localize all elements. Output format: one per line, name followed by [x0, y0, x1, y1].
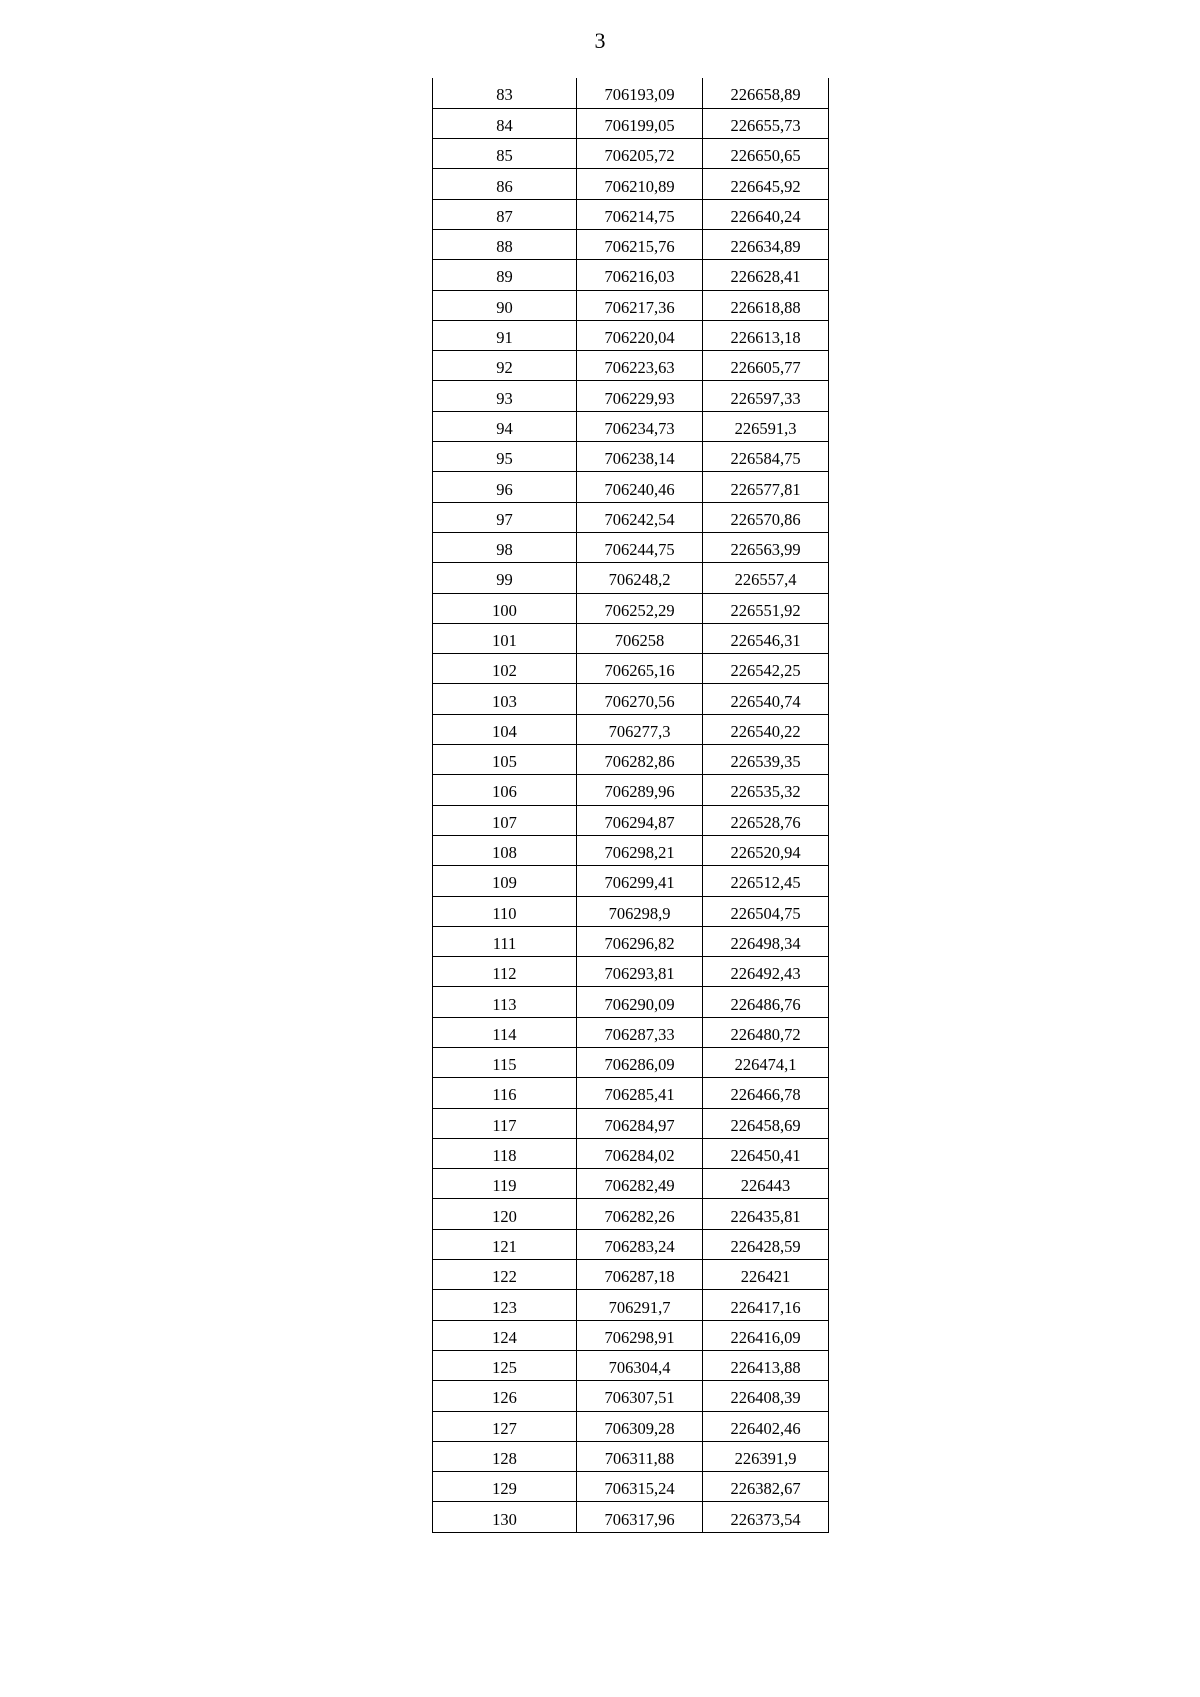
- y-coordinate-cell: 226391,9: [703, 1441, 829, 1471]
- y-coordinate-cell: 226402,46: [703, 1411, 829, 1441]
- table-row: [433, 957, 829, 987]
- point-number-cell: 89: [433, 260, 577, 290]
- point-number-cell: 102: [433, 654, 577, 684]
- x-coordinate-cell: 706283,24: [577, 1229, 703, 1259]
- point-number-cell: 118: [433, 1138, 577, 1168]
- y-coordinate-cell: 226498,34: [703, 926, 829, 956]
- y-coordinate-cell: 226605,77: [703, 351, 829, 381]
- x-coordinate-cell: 706304,4: [577, 1350, 703, 1380]
- coordinates-table-body: [433, 78, 829, 1532]
- y-coordinate-cell: 226650,65: [703, 139, 829, 169]
- table-row: [433, 1138, 829, 1168]
- x-coordinate-cell: 706293,81: [577, 957, 703, 987]
- point-number-cell: 88: [433, 229, 577, 259]
- point-number-cell: 114: [433, 1017, 577, 1047]
- point-number-cell: 106: [433, 775, 577, 805]
- x-coordinate-cell: 706311,88: [577, 1441, 703, 1471]
- y-coordinate-cell: 226628,41: [703, 260, 829, 290]
- x-coordinate-cell: 706205,72: [577, 139, 703, 169]
- x-coordinate-cell: 706229,93: [577, 381, 703, 411]
- y-coordinate-cell: 226408,39: [703, 1381, 829, 1411]
- y-coordinate-cell: 226417,16: [703, 1290, 829, 1320]
- point-number-cell: 99: [433, 563, 577, 593]
- table-row: [433, 684, 829, 714]
- y-coordinate-cell: 226382,67: [703, 1472, 829, 1502]
- x-coordinate-cell: 706223,63: [577, 351, 703, 381]
- table-row: [433, 835, 829, 865]
- x-coordinate-cell: 706286,09: [577, 1048, 703, 1078]
- point-number-cell: 94: [433, 411, 577, 441]
- point-number-cell: 126: [433, 1381, 577, 1411]
- x-coordinate-cell: 706282,49: [577, 1169, 703, 1199]
- table-row: [433, 139, 829, 169]
- table-row: [433, 1108, 829, 1138]
- table-row: [433, 654, 829, 684]
- x-coordinate-cell: 706277,3: [577, 714, 703, 744]
- point-number-cell: 108: [433, 835, 577, 865]
- point-number-cell: 100: [433, 593, 577, 623]
- table-row: [433, 78, 829, 108]
- table-row: [433, 1350, 829, 1380]
- x-coordinate-cell: 706307,51: [577, 1381, 703, 1411]
- table-row: [433, 866, 829, 896]
- y-coordinate-cell: 226584,75: [703, 442, 829, 472]
- point-number-cell: 113: [433, 987, 577, 1017]
- point-number-cell: 125: [433, 1350, 577, 1380]
- table-row: [433, 926, 829, 956]
- x-coordinate-cell: 706298,91: [577, 1320, 703, 1350]
- y-coordinate-cell: 226658,89: [703, 78, 829, 108]
- point-number-cell: 85: [433, 139, 577, 169]
- point-number-cell: 84: [433, 108, 577, 138]
- point-number-cell: 127: [433, 1411, 577, 1441]
- x-coordinate-cell: 706291,7: [577, 1290, 703, 1320]
- x-coordinate-cell: 706265,16: [577, 654, 703, 684]
- table-row: [433, 896, 829, 926]
- point-number-cell: 120: [433, 1199, 577, 1229]
- x-coordinate-cell: 706290,09: [577, 987, 703, 1017]
- point-number-cell: 103: [433, 684, 577, 714]
- y-coordinate-cell: 226618,88: [703, 290, 829, 320]
- y-coordinate-cell: 226535,32: [703, 775, 829, 805]
- table-row: [433, 1502, 829, 1532]
- table-row: [433, 623, 829, 653]
- point-number-cell: 130: [433, 1502, 577, 1532]
- coordinates-table: [432, 78, 829, 1533]
- x-coordinate-cell: 706242,54: [577, 502, 703, 532]
- y-coordinate-cell: 226540,74: [703, 684, 829, 714]
- x-coordinate-cell: 706282,26: [577, 1199, 703, 1229]
- table-row: [433, 199, 829, 229]
- x-coordinate-cell: 706298,21: [577, 835, 703, 865]
- point-number-cell: 83: [433, 78, 577, 108]
- x-coordinate-cell: 706294,87: [577, 805, 703, 835]
- x-coordinate-cell: 706287,18: [577, 1260, 703, 1290]
- table-row: [433, 775, 829, 805]
- table-row: [433, 108, 829, 138]
- y-coordinate-cell: 226546,31: [703, 623, 829, 653]
- table-row: [433, 381, 829, 411]
- point-number-cell: 107: [433, 805, 577, 835]
- x-coordinate-cell: 706199,05: [577, 108, 703, 138]
- table-row: [433, 714, 829, 744]
- x-coordinate-cell: 706220,04: [577, 320, 703, 350]
- x-coordinate-cell: 706234,73: [577, 411, 703, 441]
- y-coordinate-cell: 226480,72: [703, 1017, 829, 1047]
- x-coordinate-cell: 706299,41: [577, 866, 703, 896]
- y-coordinate-cell: 226492,43: [703, 957, 829, 987]
- x-coordinate-cell: 706317,96: [577, 1502, 703, 1532]
- point-number-cell: 101: [433, 623, 577, 653]
- page-number: 3: [594, 28, 606, 53]
- x-coordinate-cell: 706217,36: [577, 290, 703, 320]
- x-coordinate-cell: 706214,75: [577, 199, 703, 229]
- point-number-cell: 90: [433, 290, 577, 320]
- point-number-cell: 116: [433, 1078, 577, 1108]
- point-number-cell: 92: [433, 351, 577, 381]
- table-row: [433, 1472, 829, 1502]
- point-number-cell: 110: [433, 896, 577, 926]
- point-number-cell: 86: [433, 169, 577, 199]
- point-number-cell: 121: [433, 1229, 577, 1259]
- y-coordinate-cell: 226512,45: [703, 866, 829, 896]
- y-coordinate-cell: 226528,76: [703, 805, 829, 835]
- point-number-cell: 128: [433, 1441, 577, 1471]
- point-number-cell: 97: [433, 502, 577, 532]
- y-coordinate-cell: 226551,92: [703, 593, 829, 623]
- point-number-cell: 119: [433, 1169, 577, 1199]
- x-coordinate-cell: 706244,75: [577, 532, 703, 562]
- y-coordinate-cell: 226466,78: [703, 1078, 829, 1108]
- table-row: [433, 320, 829, 350]
- table-row: [433, 472, 829, 502]
- y-coordinate-cell: 226640,24: [703, 199, 829, 229]
- point-number-cell: 104: [433, 714, 577, 744]
- x-coordinate-cell: 706215,76: [577, 229, 703, 259]
- point-number-cell: 87: [433, 199, 577, 229]
- x-coordinate-cell: 706238,14: [577, 442, 703, 472]
- point-number-cell: 112: [433, 957, 577, 987]
- y-coordinate-cell: 226570,86: [703, 502, 829, 532]
- table-row: [433, 593, 829, 623]
- x-coordinate-cell: 706282,86: [577, 745, 703, 775]
- point-number-cell: 124: [433, 1320, 577, 1350]
- y-coordinate-cell: 226435,81: [703, 1199, 829, 1229]
- point-number-cell: 98: [433, 532, 577, 562]
- table-row: [433, 1411, 829, 1441]
- table-row: [433, 1199, 829, 1229]
- y-coordinate-cell: 226613,18: [703, 320, 829, 350]
- y-coordinate-cell: 226416,09: [703, 1320, 829, 1350]
- y-coordinate-cell: 226591,3: [703, 411, 829, 441]
- point-number-cell: 117: [433, 1108, 577, 1138]
- y-coordinate-cell: 226504,75: [703, 896, 829, 926]
- y-coordinate-cell: 226597,33: [703, 381, 829, 411]
- point-number-cell: 111: [433, 926, 577, 956]
- y-coordinate-cell: 226520,94: [703, 835, 829, 865]
- table-row: [433, 229, 829, 259]
- table-row: [433, 442, 829, 472]
- table-row: [433, 290, 829, 320]
- y-coordinate-cell: 226450,41: [703, 1138, 829, 1168]
- y-coordinate-cell: 226577,81: [703, 472, 829, 502]
- point-number-cell: 105: [433, 745, 577, 775]
- y-coordinate-cell: 226540,22: [703, 714, 829, 744]
- table-row: [433, 1017, 829, 1047]
- y-coordinate-cell: 226458,69: [703, 1108, 829, 1138]
- table-row: [433, 1048, 829, 1078]
- point-number-cell: 96: [433, 472, 577, 502]
- x-coordinate-cell: 706248,2: [577, 563, 703, 593]
- x-coordinate-cell: 706309,28: [577, 1411, 703, 1441]
- point-number-cell: 123: [433, 1290, 577, 1320]
- table-row: [433, 169, 829, 199]
- y-coordinate-cell: 226542,25: [703, 654, 829, 684]
- table-row: [433, 351, 829, 381]
- table-row: [433, 805, 829, 835]
- table-row: [433, 987, 829, 1017]
- x-coordinate-cell: 706287,33: [577, 1017, 703, 1047]
- x-coordinate-cell: 706270,56: [577, 684, 703, 714]
- x-coordinate-cell: 706240,46: [577, 472, 703, 502]
- y-coordinate-cell: 226557,4: [703, 563, 829, 593]
- table-row: [433, 1320, 829, 1350]
- x-coordinate-cell: 706252,29: [577, 593, 703, 623]
- y-coordinate-cell: 226486,76: [703, 987, 829, 1017]
- table-row: [433, 502, 829, 532]
- y-coordinate-cell: 226655,73: [703, 108, 829, 138]
- y-coordinate-cell: 226634,89: [703, 229, 829, 259]
- table-row: [433, 1169, 829, 1199]
- point-number-cell: 122: [433, 1260, 577, 1290]
- y-coordinate-cell: 226428,59: [703, 1229, 829, 1259]
- table-row: [433, 1260, 829, 1290]
- y-coordinate-cell: 226563,99: [703, 532, 829, 562]
- x-coordinate-cell: 706193,09: [577, 78, 703, 108]
- point-number-cell: 91: [433, 320, 577, 350]
- point-number-cell: 93: [433, 381, 577, 411]
- x-coordinate-cell: 706315,24: [577, 1472, 703, 1502]
- x-coordinate-cell: 706210,89: [577, 169, 703, 199]
- table-row: [433, 1441, 829, 1471]
- point-number-cell: 109: [433, 866, 577, 896]
- x-coordinate-cell: 706285,41: [577, 1078, 703, 1108]
- y-coordinate-cell: 226645,92: [703, 169, 829, 199]
- table-row: [433, 1290, 829, 1320]
- table-row: [433, 411, 829, 441]
- table-row: [433, 532, 829, 562]
- x-coordinate-cell: 706284,02: [577, 1138, 703, 1168]
- x-coordinate-cell: 706296,82: [577, 926, 703, 956]
- x-coordinate-cell: 706298,9: [577, 896, 703, 926]
- table-row: [433, 1078, 829, 1108]
- x-coordinate-cell: 706289,96: [577, 775, 703, 805]
- table-row: [433, 563, 829, 593]
- x-coordinate-cell: 706216,03: [577, 260, 703, 290]
- x-coordinate-cell: 706258: [577, 623, 703, 653]
- y-coordinate-cell: 226413,88: [703, 1350, 829, 1380]
- point-number-cell: 129: [433, 1472, 577, 1502]
- point-number-cell: 95: [433, 442, 577, 472]
- table-row: [433, 745, 829, 775]
- table-row: [433, 1381, 829, 1411]
- y-coordinate-cell: 226443: [703, 1169, 829, 1199]
- table-row: [433, 1229, 829, 1259]
- y-coordinate-cell: 226373,54: [703, 1502, 829, 1532]
- y-coordinate-cell: 226474,1: [703, 1048, 829, 1078]
- y-coordinate-cell: 226539,35: [703, 745, 829, 775]
- table-row: [433, 260, 829, 290]
- y-coordinate-cell: 226421: [703, 1260, 829, 1290]
- x-coordinate-cell: 706284,97: [577, 1108, 703, 1138]
- point-number-cell: 115: [433, 1048, 577, 1078]
